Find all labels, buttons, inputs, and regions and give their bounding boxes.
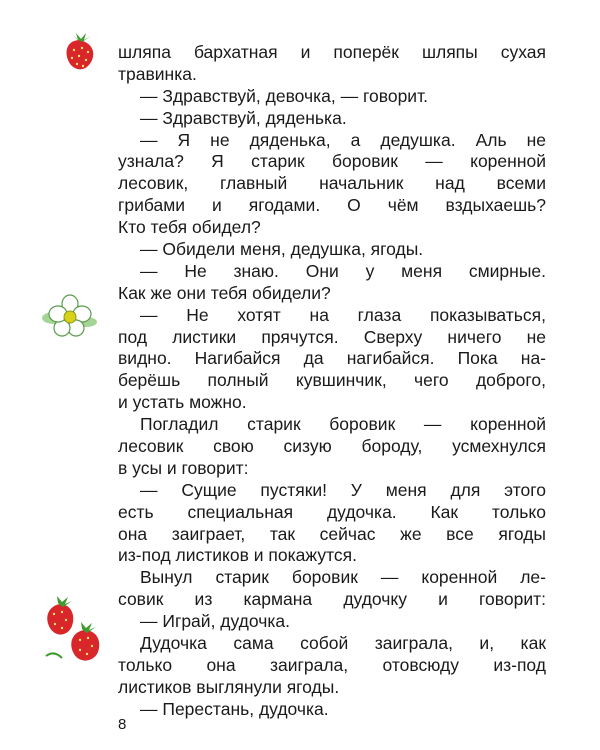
text-line: — Перестань, дудочка. bbox=[140, 698, 329, 719]
text-line: берёшь полный кувшинчик, чего доброго, bbox=[118, 370, 546, 391]
text-line: под листики прячутся. Сверху ничего не bbox=[118, 326, 546, 347]
text-line: из-под листиков и покажутся. bbox=[118, 545, 357, 566]
flower-icon bbox=[42, 292, 98, 340]
text-line: лесовик свою сизую бороду, усмехнулся bbox=[118, 436, 546, 457]
text-line: узнала? Я старик боровик — коренной bbox=[118, 151, 546, 172]
text-line: совик из кармана дудочку и говорит: bbox=[118, 589, 546, 610]
text-line: — Здравствуй, дяденька. bbox=[140, 107, 347, 128]
text-line: Погладил старик боровик — коренной bbox=[140, 414, 546, 435]
text-line: шляпа бархатная и поперёк шляпы сухая bbox=[118, 42, 546, 62]
text-line: — Играй, дудочка. bbox=[140, 611, 290, 632]
text-line: травинка. bbox=[118, 63, 197, 84]
text-line: только она заиграла, отовсюду из-под bbox=[118, 654, 546, 675]
text-line: Вынул старик боровик — коренной ле- bbox=[140, 567, 546, 588]
text-line: Дудочка сама собой заиграла, и, как bbox=[140, 633, 546, 654]
text-line: лесовик, главный начальник над всеми bbox=[118, 173, 546, 194]
text-line: и устать можно. bbox=[118, 392, 247, 413]
text-line: в усы и говорит: bbox=[118, 457, 249, 478]
text-line: Кто тебя обидел? bbox=[118, 217, 261, 238]
text-line: есть специальная дудочка. Как только bbox=[118, 501, 546, 522]
text-line: она заиграет, так сейчас же все ягоды bbox=[118, 523, 546, 544]
page-number: 8 bbox=[118, 716, 127, 733]
text-line: — Не хотят на глаза показываться, bbox=[140, 304, 546, 325]
text-line: — Я не дяденька, а дедушка. Аль не bbox=[140, 129, 546, 150]
strawberries-icon bbox=[40, 596, 106, 668]
text-line: видно. Нагибайся да нагибайся. Пока на- bbox=[118, 348, 546, 369]
text-line: — Сущие пустяки! У меня для этого bbox=[140, 479, 546, 500]
text-line: грибами и ягодами. О чём вздыхаешь? bbox=[118, 195, 546, 216]
text-line: Как же они тебя обидели? bbox=[118, 282, 331, 303]
text-line: — Обидели меня, дедушка, ягоды. bbox=[140, 239, 424, 260]
text-line: — Не знаю. Они у меня смирные. bbox=[140, 260, 546, 281]
story-text bbox=[118, 42, 546, 721]
strawberry-icon bbox=[60, 32, 100, 74]
text-line: листиков выглянули ягоды. bbox=[118, 676, 340, 697]
text-line: — Здравствуй, девочка, — говорит. bbox=[140, 85, 429, 106]
